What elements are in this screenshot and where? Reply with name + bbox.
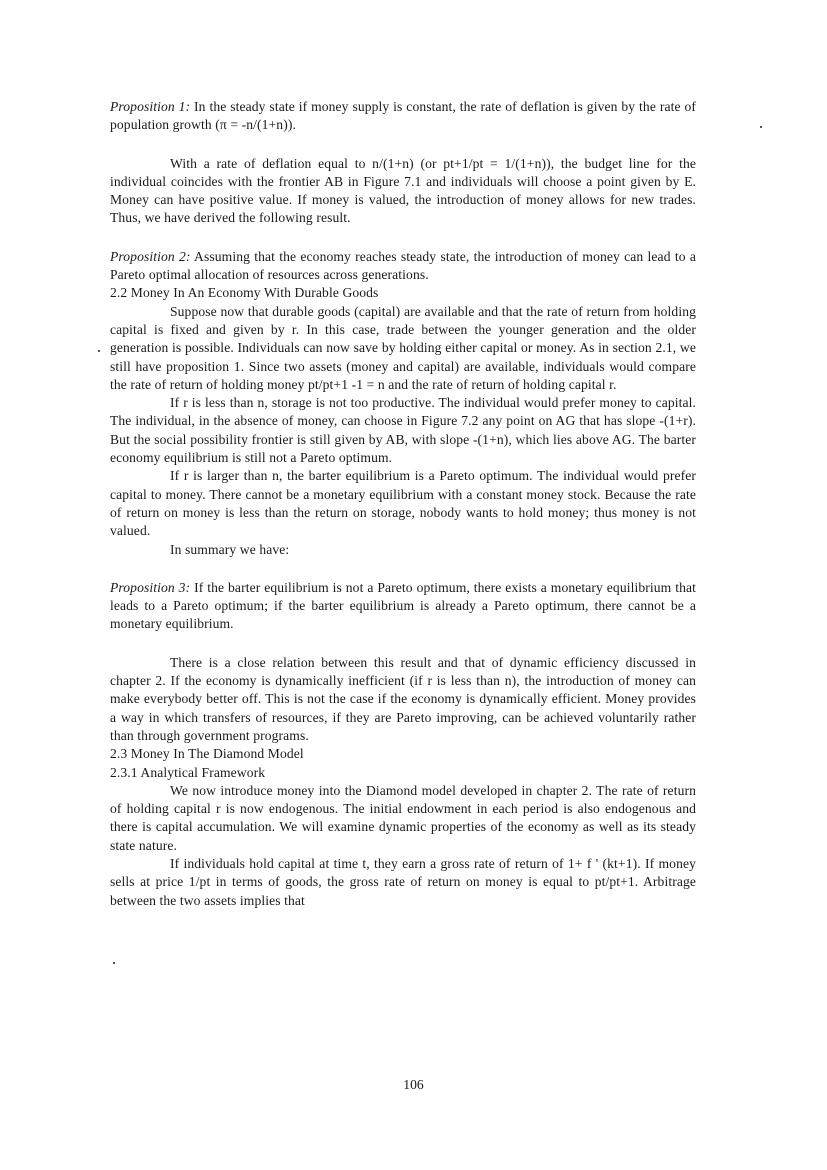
section-heading-2-2: 2.2 Money In An Economy With Durable Goods: [110, 285, 379, 301]
proposition-3: [110, 579, 696, 634]
scan-speck: [760, 126, 762, 128]
section-heading-2-3: 2.3 Money In The Diamond Model: [110, 746, 304, 762]
proposition-2: [110, 248, 696, 285]
proposition-3-text: If the barter equilibrium is not a Pareto optimum, there exists a monetary equilibrium that leads to a Pareto optimum; if the barter equilibrium is already a Pareto optimum, there cannot be a monetary equilibrium.: [110, 579, 696, 632]
paragraph-r-larger-than-n: If r is larger than n, the barter equilibrium is a Pareto optimum. The individual would prefer capital to money. There cannot be a monetary equilibrium with a constant money stock. Because the rate of return on money is less than the return on storage, nobody wants to hold money; thus money is not valued.: [110, 468, 696, 539]
proposition-1-text: In the steady state if money supply is constant, the rate of deflation is given by the rate of population growth (π = -n/(1+n)).: [110, 99, 696, 133]
paragraph-durable-goods: Suppose now that durable goods (capital) are available and that the rate of return from holding capital is fixed and given by r. In this case, trade between the younger generation and the older generation is possible. Individuals can now save by holding either capital or money. As in section 2.1, we still have proposition 1. Since two assets (money and capital) are available, individuals would compare the rate of return of holding money pt/pt+1 -1 = n and the rate of return of holding capital r.: [110, 303, 696, 392]
scan-speck: [113, 962, 115, 964]
page-number: 106: [403, 1077, 424, 1092]
scan-speck: [98, 350, 100, 352]
paragraph-r-less-than-n: If r is less than n, storage is not too productive. The individual would prefer money to capital. The individual, in the absence of money, can choose in Figure 7.2 any point on AG that has slope -(1+r). But the social possibility frontier is still given by AB, with slope -(1+n), which lies above AG. The barter economy equilibrium is still not a Pareto optimum.: [110, 395, 696, 466]
paragraph-arbitrage: If individuals hold capital at time t, they earn a gross rate of return of 1+ f ' (kt+1). If money sells at price 1/pt in terms of goods, the gross rate of return on money is equal to pt/pt+1. Arbitrage between the two assets implies that: [110, 855, 696, 908]
paragraph-budget-line: With a rate of deflation equal to n/(1+n) (or pt+1/pt = 1/(1+n)), the budget line for the individual coincides with the frontier AB in Figure 7.1 and individuals will choose a point given by E. Money can have positive value. If money is valued, the introduction of money allows for new trades. Thus, we have derived the following result.: [110, 155, 696, 226]
proposition-2-text: Assuming that the economy reaches steady state, the introduction of money can lead to a Pareto optimal allocation of resources across generations.: [110, 248, 696, 283]
proposition-3-label: Proposition 3:: [110, 579, 191, 595]
proposition-1: [110, 98, 696, 135]
proposition-1-label: Proposition 1:: [110, 99, 191, 114]
body-text: [110, 98, 696, 910]
paragraph-dynamic-efficiency: There is a close relation between this result and that of dynamic efficiency discussed in chapter 2. If the economy is dynamically inefficient (if r is less than n), the introduction of money can make everybody better off. This is not the case if the economy is dynamically efficient. Money provides a way in which transfers of resources, if they are Pareto improving, can be achieved voluntarily rather than through government programs.: [110, 654, 696, 743]
paragraph-diamond-model: We now introduce money into the Diamond model developed in chapter 2. The rate of return of holding capital r is now endogenous. The initial endowment in each period is also endogenous and there is capital accumulation. We will examine dynamic properties of the economy as well as its steady state nature.: [110, 782, 696, 853]
subsection-heading-2-3-1: 2.3.1 Analytical Framework: [110, 764, 266, 780]
paragraph-summary: In summary we have:: [170, 541, 290, 557]
proposition-2-label: Proposition 2:: [110, 248, 191, 264]
